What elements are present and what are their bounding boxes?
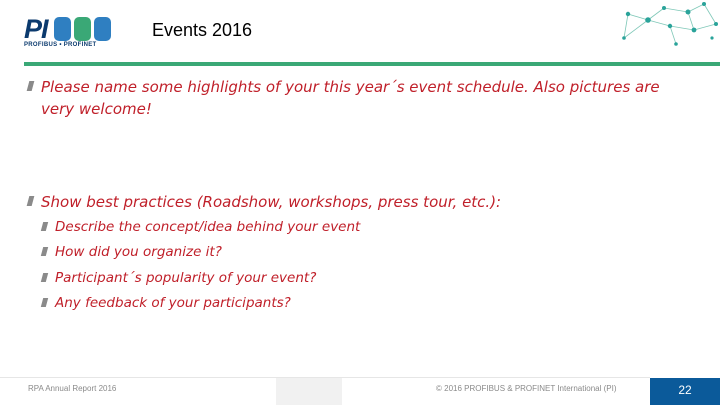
sub-bullet-text: How did you organize it?	[55, 244, 222, 260]
pi-logo	[24, 15, 114, 51]
footer-copyright: © 2016 PROFIBUS & PROFINET International (PI)	[436, 384, 617, 393]
sub-bullet-feedback	[42, 293, 291, 313]
header-divider	[24, 62, 720, 66]
page-number: 22	[678, 383, 692, 397]
sub-bullet-text: Describe the concept/idea behind your event	[55, 219, 361, 235]
sub-bullet-text: Participant´s popularity of your event?	[55, 270, 317, 286]
sub-bullet-popularity	[42, 268, 316, 288]
logo-subtitle: PROFIBUS • PROFINET	[24, 42, 97, 48]
logo-pi-text: PI	[24, 14, 48, 44]
page-title: Events 2016	[152, 20, 253, 40]
bullet-best-practices	[28, 191, 688, 213]
sub-bullet-organize	[42, 242, 222, 262]
sub-bullet-concept	[42, 217, 360, 237]
footer-decoration	[276, 378, 342, 405]
sub-bullet-text: Any feedback of your participants?	[55, 295, 291, 311]
network-graphic-icon	[604, 0, 720, 50]
footer-report-name: RPA Annual Report 2016	[28, 384, 117, 393]
bullet-highlights-text: Please name some highlights of your this year´s event schedule. Also pictures are very welcome!	[41, 78, 660, 118]
logo-bars-icon	[54, 17, 112, 41]
bullet-highlights	[28, 76, 688, 120]
bullet-best-practices-text: Show best practices (Roadshow, workshops, press tour, etc.):	[41, 193, 502, 211]
